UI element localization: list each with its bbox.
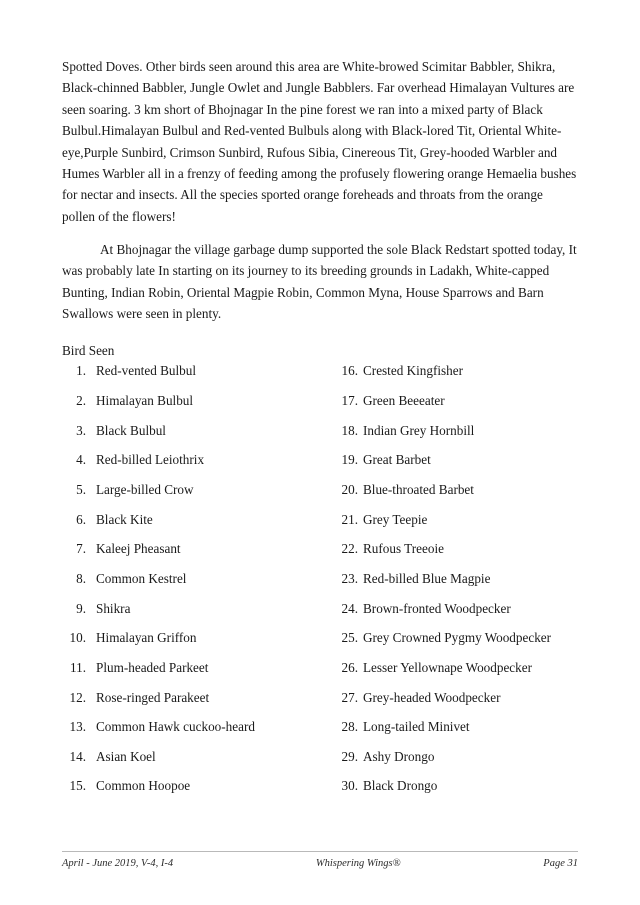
- list-item-label: Common Kestrel: [96, 570, 187, 586]
- bird-list: [62, 362, 578, 807]
- list-item: [62, 511, 320, 528]
- list-item-number: 18.: [341, 422, 358, 438]
- list-item-number: 28.: [341, 719, 358, 735]
- list-item: [334, 540, 578, 557]
- list-item-number: 19.: [341, 452, 358, 468]
- list-item-label: Ashy Drongo: [363, 748, 435, 764]
- list-item-label: Black Bulbul: [96, 422, 166, 438]
- list-item-number: 20.: [341, 481, 358, 497]
- paragraph-2: At Bhojnagar the village garbage dump supported the sole Black Redstart spotted today, It was probably late In starting on its journey to its breeding grounds in Ladakh, White-capped Bunting, Indian Robin, Oriental Magpie Robin, Common Myna, House Sparrows and Barn Swallows were seen in plenty.: [62, 242, 577, 322]
- list-item-label: Green Beeeater: [363, 392, 445, 408]
- list-item-number: 23.: [341, 570, 358, 586]
- page-footer: [62, 851, 578, 869]
- bird-list-column-right: [320, 362, 578, 807]
- article-body: [62, 56, 578, 325]
- list-item: [62, 540, 320, 557]
- list-item-number: 15.: [69, 778, 86, 794]
- list-item: [62, 451, 320, 468]
- list-item-label: Rufous Treeoie: [363, 541, 444, 557]
- list-item-label: Himalayan Bulbul: [96, 392, 194, 408]
- list-item: [62, 570, 320, 587]
- list-item-number: 7.: [76, 541, 86, 557]
- list-item: [334, 718, 578, 735]
- list-item-number: 16.: [341, 363, 358, 379]
- list-item: [334, 600, 578, 617]
- list-item: [334, 511, 578, 528]
- list-item-number: 13.: [69, 719, 86, 735]
- list-item-label: Red-billed Blue Magpie: [363, 570, 491, 586]
- footer-page-number: Page 31: [543, 858, 578, 869]
- list-item: [334, 481, 578, 498]
- list-item-label: Lesser Yellownape Woodpecker: [363, 659, 532, 675]
- bird-seen-heading: Bird Seen: [62, 342, 115, 358]
- list-item-number: 1.: [76, 363, 86, 379]
- list-item: [62, 689, 320, 706]
- list-item: [334, 659, 578, 676]
- list-item-number: 3.: [76, 422, 86, 438]
- list-item-number: 14.: [69, 748, 86, 764]
- list-item-label: Black Drongo: [363, 778, 438, 794]
- list-item-label: Grey-headed Woodpecker: [363, 689, 501, 705]
- list-item-number: 27.: [341, 689, 358, 705]
- list-item: [62, 600, 320, 617]
- list-item-label: Black Kite: [96, 511, 153, 527]
- list-item: [62, 777, 320, 794]
- list-item-label: Blue-throated Barbet: [363, 481, 474, 497]
- list-item-label: Brown-fronted Woodpecker: [363, 600, 511, 616]
- list-item-label: Himalayan Griffon: [96, 630, 197, 646]
- list-item-number: 6.: [76, 511, 86, 527]
- list-item-label: Common Hawk cuckoo-heard: [96, 719, 255, 735]
- list-item: [62, 362, 320, 379]
- list-item-label: Shikra: [96, 600, 131, 616]
- list-item-number: 9.: [76, 600, 86, 616]
- list-item: [62, 718, 320, 735]
- list-item: [334, 748, 578, 765]
- list-item: [334, 392, 578, 409]
- list-item-label: Indian Grey Hornbill: [363, 422, 475, 438]
- list-item-label: Crested Kingfisher: [363, 363, 463, 379]
- list-item-number: 4.: [76, 452, 86, 468]
- list-item-number: 8.: [76, 570, 86, 586]
- list-item-number: 2.: [76, 392, 86, 408]
- list-item-label: Kaleej Pheasant: [96, 541, 181, 557]
- list-item-label: Common Hoopoe: [96, 778, 191, 794]
- list-item-number: 21.: [341, 511, 358, 527]
- list-item-number: 17.: [341, 392, 358, 408]
- list-item: [62, 748, 320, 765]
- list-item: [334, 689, 578, 706]
- list-item: [334, 570, 578, 587]
- list-item: [334, 422, 578, 439]
- list-item-label: Large-billed Crow: [96, 481, 194, 497]
- list-item-label: Asian Koel: [96, 748, 156, 764]
- list-item-label: Rose-ringed Parakeet: [96, 689, 210, 705]
- list-item-label: Long-tailed Minivet: [363, 719, 470, 735]
- list-item-number: 22.: [341, 541, 358, 557]
- footer-publication-title: Whispering Wings®: [315, 858, 401, 869]
- list-item-number: 24.: [341, 600, 358, 616]
- list-item-number: 5.: [76, 481, 86, 497]
- list-item-label: Great Barbet: [363, 452, 431, 468]
- list-item: [62, 481, 320, 498]
- list-item-number: 29.: [341, 748, 358, 764]
- list-item-label: Grey Teepie: [363, 511, 428, 527]
- list-item-number: 30.: [341, 778, 358, 794]
- paragraph-1: Spotted Doves. Other birds seen around this area are White-browed Scimitar Babbler, Shikra, Black-chinned Babbler, Jungle Owlet and Jungle Babblers. Far overhead Himalayan Vultures are seen soaring. 3 km short of Bhojnagar In the pine forest we ran into a mixed party of Black Bulbul.Himalayan Bulbul and Red-vented Bulbuls along with Black-lored Tit, Oriental White-eye,Purple Sunbird, Crimson Sunbird, Rufous Sibia, Cinereous Tit, Grey-hooded Warbler and Humes Warbler all in a frenzy of feeding among the profusely flowering orange Hemaelia bushes for nectar and insects. All the species sported orange foreheads and throats from the orange pollen of the flowers!: [62, 59, 577, 224]
- list-item: [62, 629, 320, 646]
- list-item: [62, 392, 320, 409]
- list-item: [62, 659, 320, 676]
- list-item-number: 26.: [341, 659, 358, 675]
- list-item-number: 25.: [341, 630, 358, 646]
- list-item-label: Grey Crowned Pygmy Woodpecker: [363, 630, 552, 646]
- list-item-number: 12.: [69, 689, 86, 705]
- bird-list-column-left: [62, 362, 320, 807]
- list-item-number: 10.: [69, 630, 86, 646]
- list-item: [334, 451, 578, 468]
- list-item: [334, 777, 578, 794]
- list-item: [334, 362, 578, 379]
- list-item-label: Red-vented Bulbul: [96, 363, 196, 379]
- list-item: [334, 629, 578, 646]
- list-item-label: Plum-headed Parkeet: [96, 659, 209, 675]
- list-item: [62, 422, 320, 439]
- list-item-label: Red-billed Leiothrix: [96, 452, 205, 468]
- footer-issue-info: April - June 2019, V-4, I-4: [62, 858, 174, 869]
- list-item-number: 11.: [70, 659, 86, 675]
